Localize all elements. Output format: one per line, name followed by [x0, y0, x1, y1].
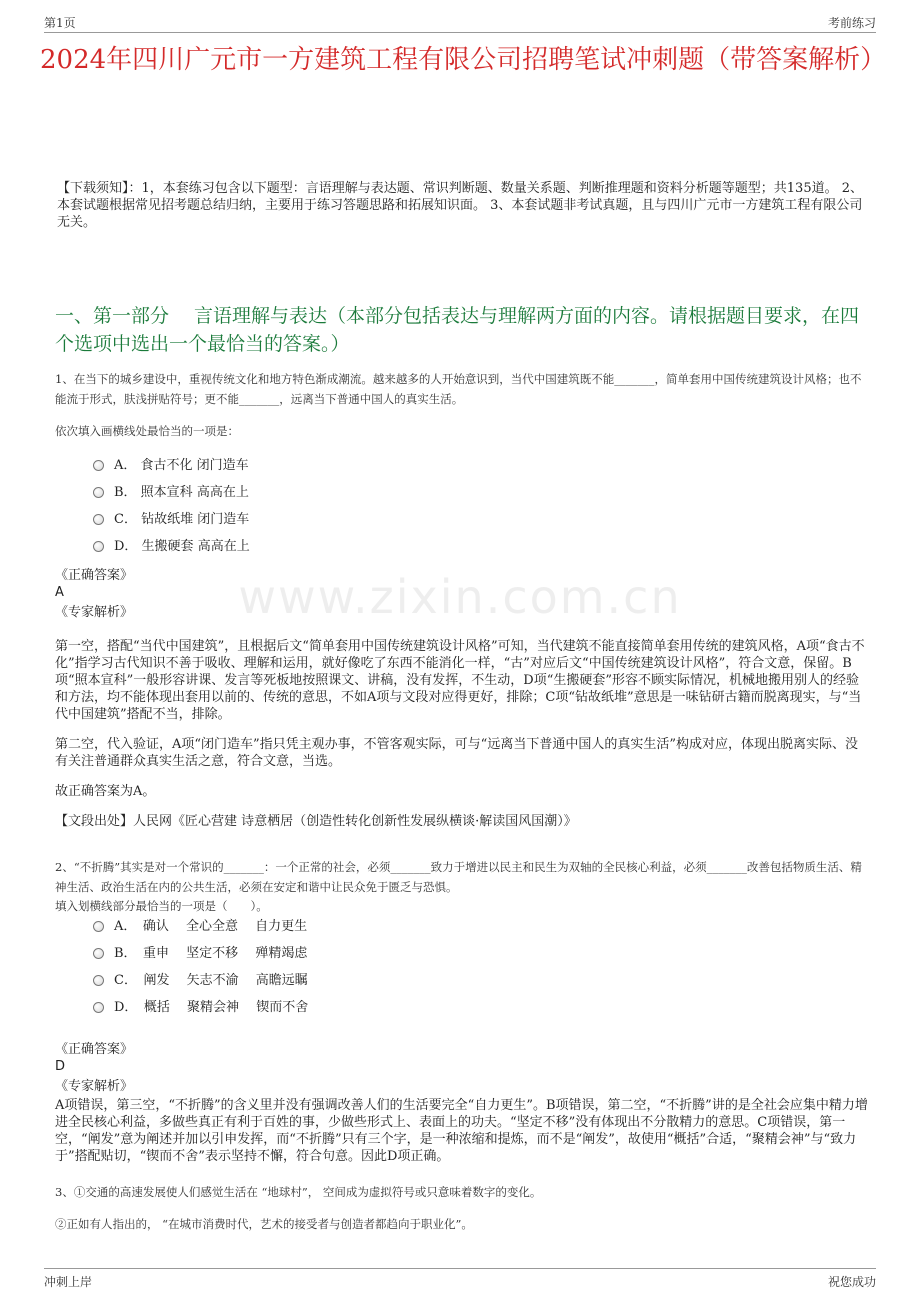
question-3-stem: 3、①交通的高速发展使人们感觉生活在 “地球村”， 空间成为虚拟符号或只意味着数字的变化。	[55, 1185, 542, 1199]
question-1-stem: 1、在当下的城乡建设中，重视传统文化和地方特色渐成潮流。越来越多的人开始意识到，当代中国建筑既不能_______，简单套用中国传统建筑设计风格；也不能流于形式，肤浅拼贴符号；更不能_______，远离当下普通中国人的真实生活。	[55, 372, 862, 406]
header-tag: 考前练习	[827, 16, 876, 30]
radio-icon[interactable]	[93, 514, 104, 525]
question-2-option-b[interactable]: B． 重申 坚定不移 殚精竭虑	[93, 944, 307, 964]
question-2-option-d[interactable]: D． 概括 聚精会神 锲而不舍	[93, 998, 308, 1018]
document-title: 2024年四川广元市一方建筑工程有限公司招聘笔试冲刺题（带答案解析）	[40, 45, 887, 75]
question-1-prompt: 依次填入画横线处最恰当的一项是：	[55, 424, 239, 438]
page-footer	[44, 1273, 876, 1289]
radio-icon[interactable]	[93, 1002, 104, 1013]
page-header	[44, 14, 876, 30]
question-1-option-c[interactable]: C． 钻故纸堆 闭门造车	[93, 510, 249, 530]
analysis-paragraph: 故正确答案为A。	[55, 784, 156, 799]
question-1-answer: A	[55, 585, 64, 600]
question-2-analysis-label: 《专家解析》	[55, 1079, 134, 1094]
question-1-analysis-label: 《专家解析》	[55, 605, 134, 620]
question-2-answer-label: 《正确答案》	[55, 1042, 134, 1057]
footer-right-text: 祝您成功	[827, 1275, 876, 1289]
question-3-stem-2: ②正如有人指出的， “在城市消费时代，艺术的接受者与创造者都趋向于职业化”。	[55, 1217, 473, 1231]
radio-icon[interactable]	[93, 921, 104, 932]
watermark: www.zixin.com.cn	[238, 570, 682, 624]
question-1-option-a[interactable]: A． 食古不化 闭门造车	[93, 456, 249, 476]
footer-divider	[44, 1268, 876, 1269]
source-citation: 【文段出处】人民网《匠心营建 诗意栖居（创造性转化创新性发展纵横谈·解读国风国潮）》	[55, 814, 577, 829]
question-1-option-b[interactable]: B． 照本宣科 高高在上	[93, 483, 249, 503]
question-1-analysis	[55, 638, 870, 830]
download-notice: 【下载须知】：1，本套练习包含以下题型：言语理解与表达题、常识判断题、数量关系题、判断推理题和资料分析题等题型；共135道。 2、本套试题根据常见招考题总结归纳，主要用于练习答题思路和拓展知识面。 3、本套试题非考试真题，且与四川广元市一方建筑工程有限公司无关。	[57, 181, 863, 230]
section-heading: 一、第一部分 言语理解与表达（本部分包括表达与理解两方面的内容。请根据题目要求，在四个选项中选出一个最恰当的答案。）	[55, 305, 860, 355]
page-number: 第1页	[44, 16, 76, 30]
question-2-option-c[interactable]: C． 阐发 矢志不渝 高瞻远瞩	[93, 971, 308, 991]
question-2-analysis: A项错误，第三空，“不折腾”的含义里并没有强调改善人们的生活要完全“自力更生”。B项错误，第二空，“不折腾”讲的是全社会应集中精力增进全民核心利益，多做些真正有利于百姓的事，少做些形式上、表面上的功夫。“坚定不移”没有体现出不分散精力的意思。C项错误，第一空，“阐发”意为阐述并加以引申发挥，而“不折腾”只有三个字，是一种浓缩和提炼，而不是“阐发”，故使用“概括”合适，“聚精会神”与“致力于”搭配贴切，“锲而不舍”表示坚持不懈，符合句意。因此D项正确。	[55, 1098, 868, 1164]
question-2-stem: 2、“不折腾”其实是对一个常识的_______：一个正常的社会，必须_______致力于增进以民主和民生为双轴的全民核心利益，必须_______改善包括物质生活、精神生活、政治生活在内的公共生活，必须在安定和谐中让民众免于匮乏与恐惧。	[55, 860, 862, 894]
question-2-answer: D	[55, 1059, 66, 1074]
footer-left-text: 冲刺上岸	[44, 1275, 93, 1289]
analysis-paragraph: 第二空，代入验证，A项“闭门造车”指只凭主观办事，不管客观实际，可与“远离当下普通中国人的真实生活”构成对应，体现出脱离实际、没有关注普通群众真实生活之意，符合文意，当选。	[55, 737, 858, 769]
question-2-option-a[interactable]: A． 确认 全心全意 自力更生	[93, 917, 307, 937]
radio-icon[interactable]	[93, 541, 104, 552]
radio-icon[interactable]	[93, 975, 104, 986]
radio-icon[interactable]	[93, 487, 104, 498]
question-1-option-d[interactable]: D． 生搬硬套 高高在上	[93, 537, 250, 557]
header-divider	[44, 32, 876, 33]
radio-icon[interactable]	[93, 460, 104, 471]
question-2-prompt: 填入划横线部分最恰当的一项是（ ）。	[55, 899, 268, 913]
analysis-paragraph: 第一空，搭配“当代中国建筑”，且根据后文“简单套用中国传统建筑设计风格”可知，当代建筑不能直接简单套用传统的建筑风格，A项“食古不化”指学习古代知识不善于吸收、理解和运用，就好像吃了东西不能消化一样，“古”对应后文“中国传统建筑设计风格”，符合文意，保留。B项“照本宣科”一般形容讲课、发言等死板地按照课文、讲稿，没有发挥，不生动，D项“生搬硬套”形容不顾实际情况，机械地搬用别人的经验和方法，均不能体现出套用以前的、传统的意思，不如A项与文段对应得更好，排除；C项“钻故纸堆”意思是一味钻研古籍而脱离现实，与“当代中国建筑”搭配不当，排除。	[55, 639, 865, 722]
question-1-answer-label: 《正确答案》	[55, 568, 134, 583]
radio-icon[interactable]	[93, 948, 104, 959]
